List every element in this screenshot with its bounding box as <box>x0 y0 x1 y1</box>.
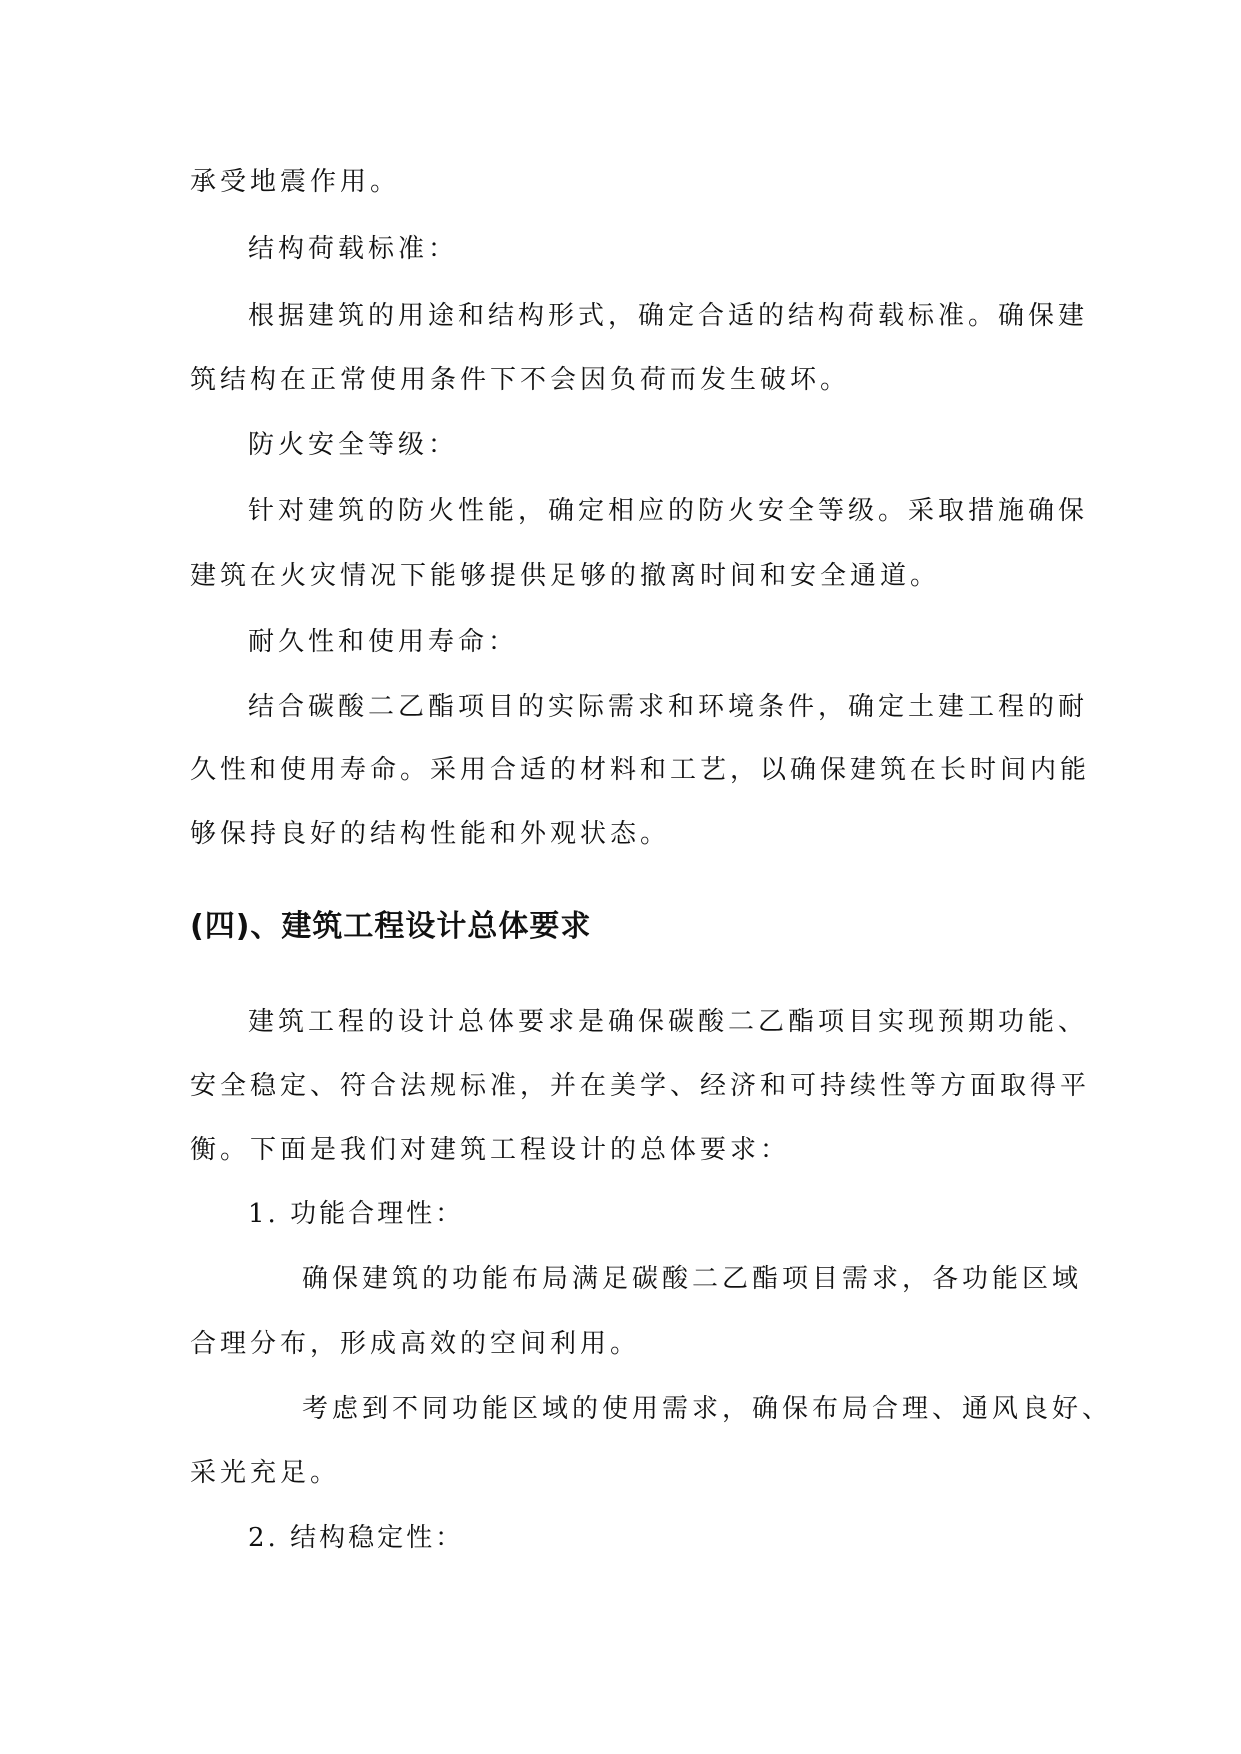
text-line: 久性和使用寿命。采用合适的材料和工艺，以确保建筑在长时间内能 <box>190 755 1091 785</box>
text-line: 合理分布，形成高效的空间利用。 <box>190 1329 641 1359</box>
text-line: 确保建筑的功能布局满足碳酸二乙酯项目需求，各功能区域 <box>302 1264 1083 1294</box>
list-item-heading: 1. 功能合理性： <box>248 1199 465 1229</box>
section-heading: (四)、建筑工程设计总体要求 <box>190 909 592 944</box>
text-line: 安全稳定、符合法规标准，并在美学、经济和可持续性等方面取得平 <box>190 1071 1091 1101</box>
text-line: 建筑在火灾情况下能够提供足够的撤离时间和安全通道。 <box>190 561 941 591</box>
list-item-heading: 2. 结构稳定性： <box>248 1523 465 1553</box>
text-line: 考虑到不同功能区域的使用需求，确保布局合理、通风良好、 <box>302 1394 1113 1424</box>
text-line: 承受地震作用。 <box>190 167 401 197</box>
subheading-line: 耐久性和使用寿命： <box>248 627 519 657</box>
text-line: 衡。下面是我们对建筑工程设计的总体要求： <box>190 1135 791 1165</box>
text-line: 根据建筑的用途和结构形式，确定合适的结构荷载标准。确保建 <box>248 301 1089 331</box>
text-line: 结合碳酸二乙酯项目的实际需求和环境条件，确定土建工程的耐 <box>248 692 1089 722</box>
subheading-line: 防火安全等级： <box>248 430 459 460</box>
text-line: 够保持良好的结构性能和外观状态。 <box>190 819 671 849</box>
text-line: 采光充足。 <box>190 1458 341 1488</box>
text-line: 建筑工程的设计总体要求是确保碳酸二乙酯项目实现预期功能、 <box>248 1007 1089 1037</box>
text-line: 筑结构在正常使用条件下不会因负荷而发生破坏。 <box>190 365 851 395</box>
subheading-line: 结构荷载标准： <box>248 234 459 264</box>
text-line: 针对建筑的防火性能，确定相应的防火安全等级。采取措施确保 <box>248 496 1089 526</box>
